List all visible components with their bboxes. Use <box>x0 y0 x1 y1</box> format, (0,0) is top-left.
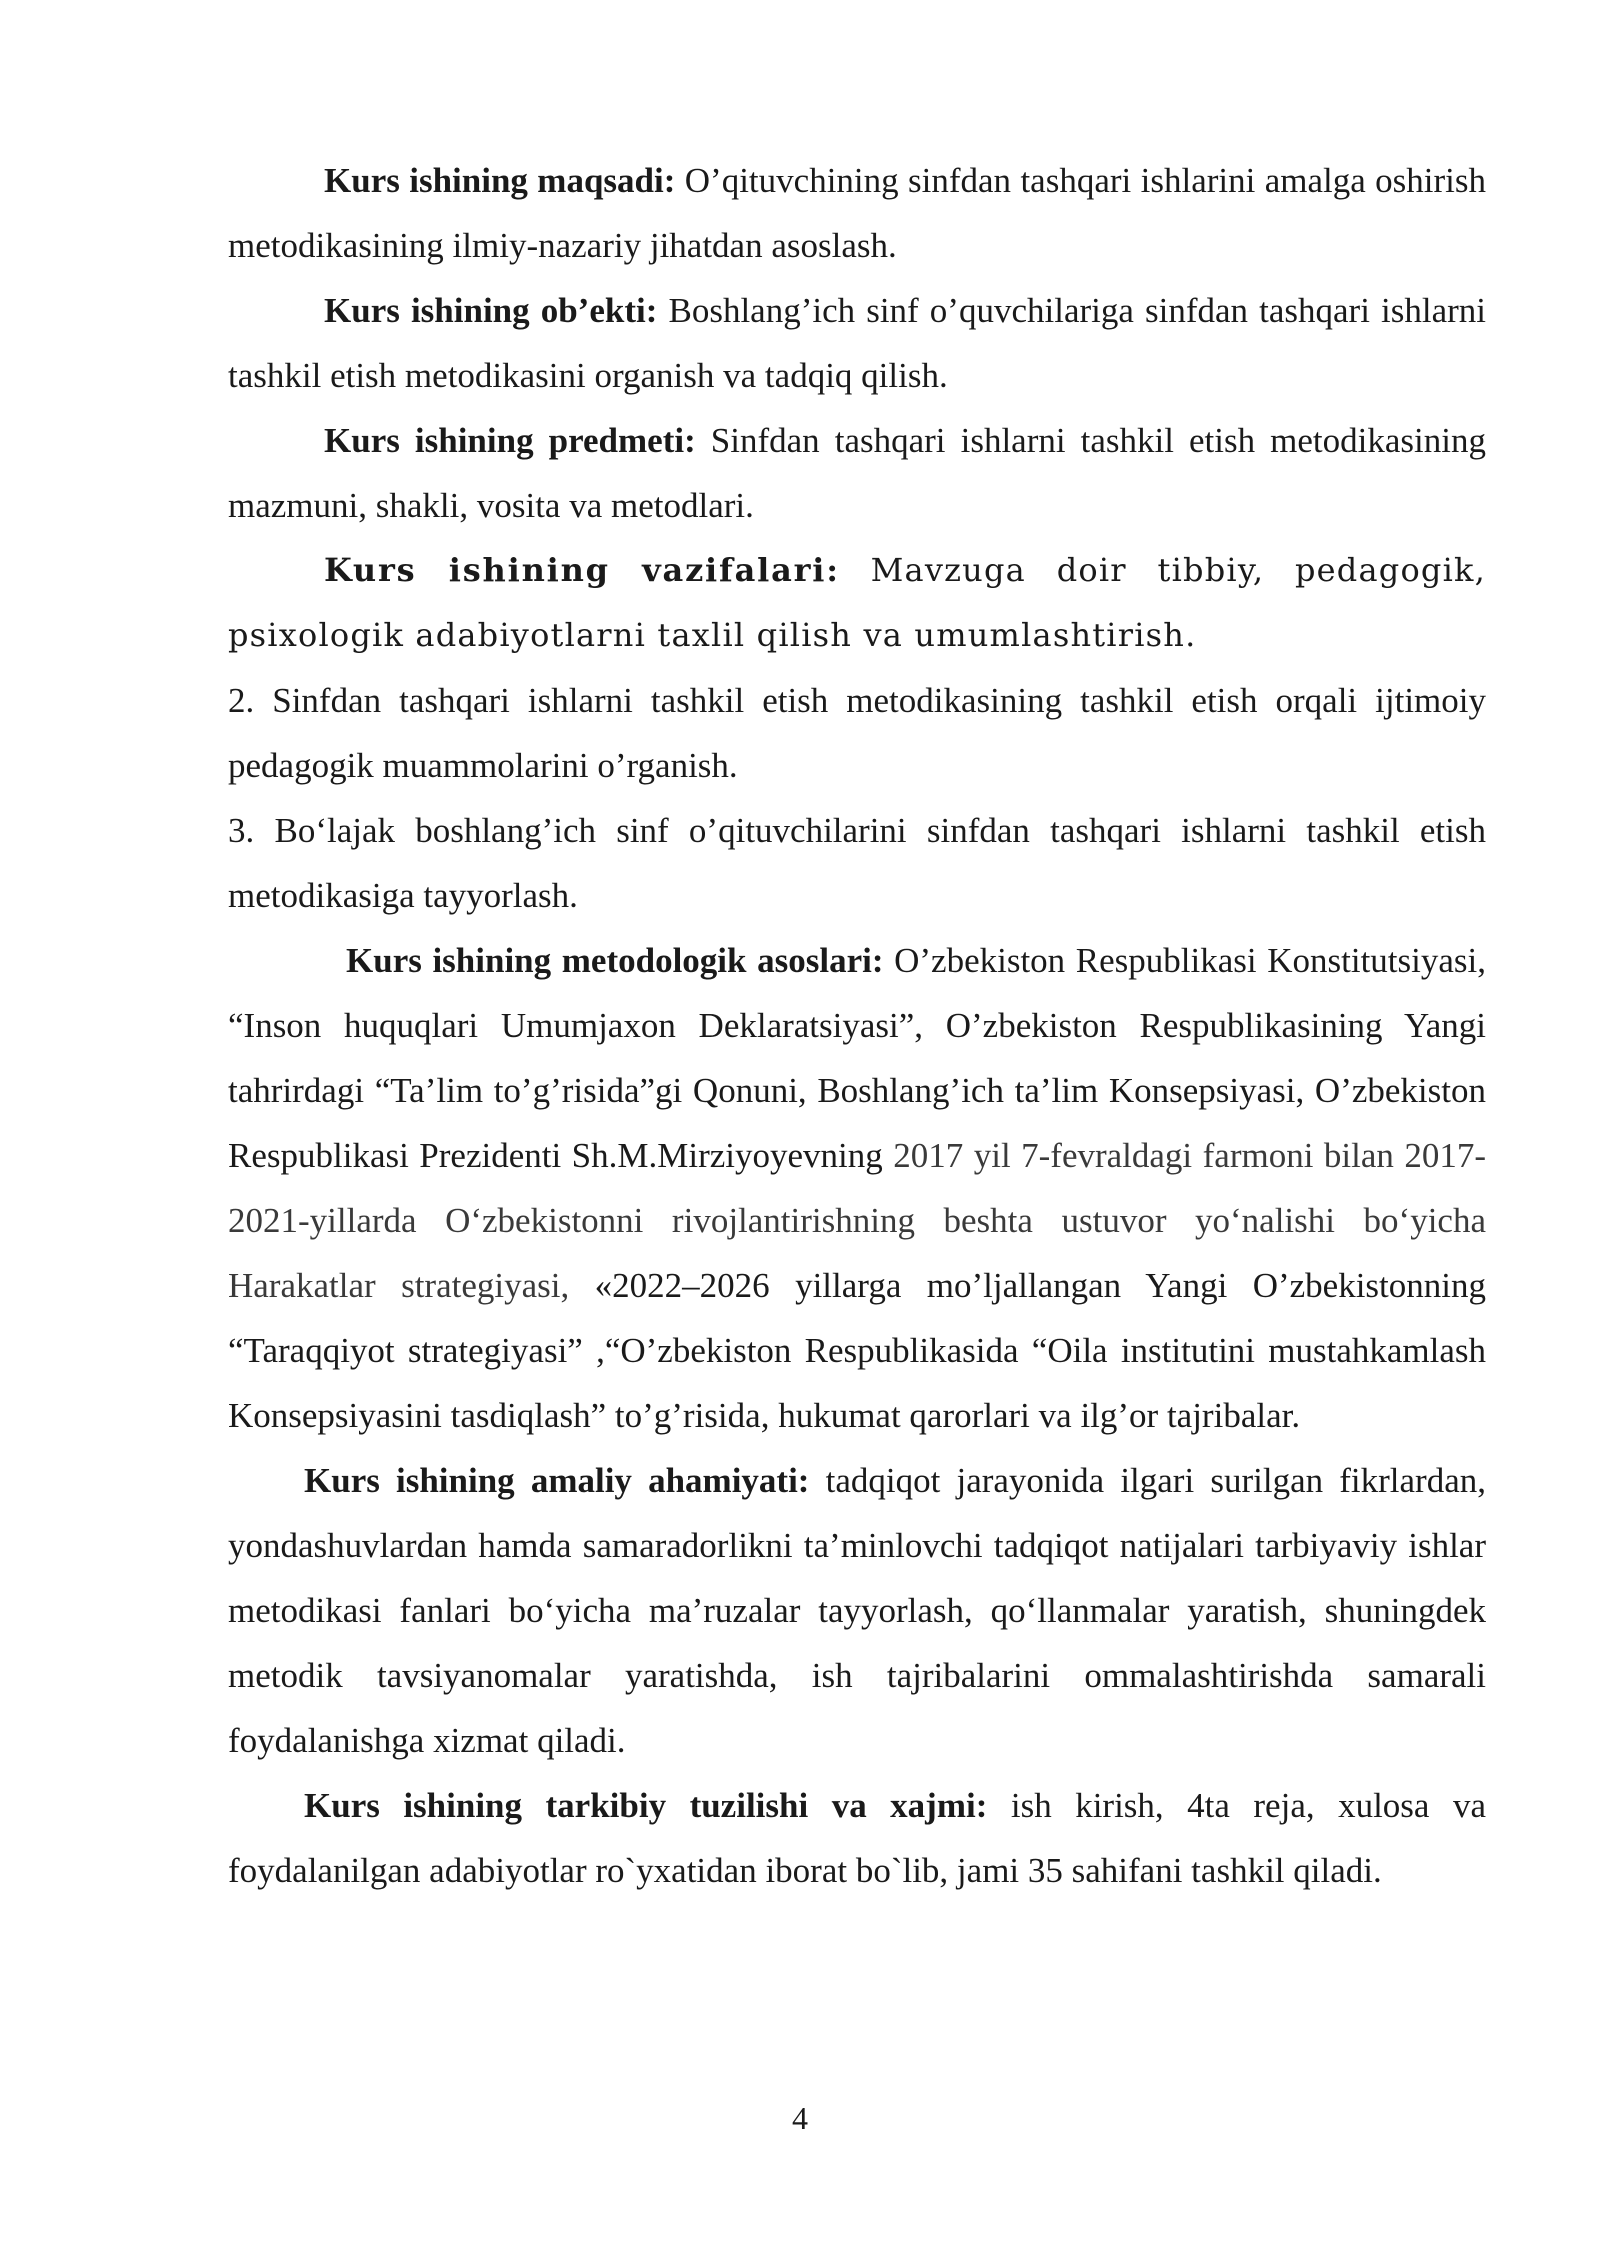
paragraph-label: Kurs ishining maqsadi: <box>324 161 676 200</box>
paragraph-tarkibiy <box>228 1773 1486 1903</box>
paragraph-text-strategy: 2017 yil 7-fevraldagi farmoni bilan 2017-2021-yillarda O‘zbekistonni rivojlantirishning beshta ustuvor yo‘nalishi bo‘yicha Harakatlar strategiyasi, <box>228 1136 1487 1305</box>
paragraph-maqsadi <box>228 148 1486 278</box>
paragraph-text: Sinfdan tashqari ishlarni tashkil etish metodikasining mazmuni, shakli, vosita va metodlari. <box>228 421 1486 525</box>
paragraph-text: ish kirish, 4ta reja, xulosa va foydalanilgan adabiyotlar ro`yxatidan iborat bo`lib, jami 35 sahifani tashkil qiladi. <box>228 1786 1486 1890</box>
list-item-3: 3. Bo‘lajak boshlang’ich sinf o’qituvchilarini sinfdan tashqari ishlarni tashkil etish metodikasiga tayyorlash. <box>228 811 1486 915</box>
paragraph-vazifalari <box>228 538 1486 668</box>
paragraph-obekti <box>228 278 1486 408</box>
paragraph-text: Boshlang’ich sinf o’quvchilariga sinfdan tashqari ishlarni tashkil etish metodikasini organish va tadqiq qilish. <box>228 291 1486 395</box>
page-number: 4 <box>792 2100 808 2136</box>
paragraph-label: Kurs ishining ob’ekti: <box>324 291 658 330</box>
paragraph-text: O’zbekiston Respublikasi Konstitutsiyasi, “Inson huquqlari Umumjaxon Deklaratsiyasi”, O’zbekiston Respublikasining Yangi tahrirdagi “Ta’lim to’g’risida”gi Qonuni, Boshlang’ich ta’lim Konsepsiyasi, O’zbekiston Respublikasi Prezidenti Sh.M.Mirziyoyevning <box>228 941 1486 1175</box>
paragraph-amaliy <box>228 1448 1486 1773</box>
paragraph-text: tadqiqot jarayonida ilgari surilgan fikrlardan, yondashuvlardan hamda samaradorlikni ta’minlovchi tadqiqot natijalari tarbiyaviy ishlar metodikasi fanlari bo‘yicha ma’ruzalar tayyorlash, qo‘llanmalar yaratish, shuningdek metodik tavsiyanomalar yaratishda, ish tajribalarini ommalashtirishda samarali foydalanishga xizmat qiladi. <box>228 1461 1486 1760</box>
paragraph-text: O’qituvchining sinfdan tashqari ishlarini amalga oshirish metodikasining ilmiy-nazariy jihatdan asoslash. <box>228 161 1486 265</box>
paragraph-text: «2022–2026 yillarga mo’ljallangan Yangi O’zbekistonning “Taraqqiyot strategiyasi” ,“O’zbekiston Respublikasida “Oila institutini mustahkamlash Konsepsiyasini tasdiqlash” to’g’risida, hukumat qarorlari va ilg’or tajribalar. <box>228 1266 1487 1435</box>
paragraph-label: Kurs ishining metodologik asoslari: <box>346 941 884 980</box>
document-body <box>228 148 1486 1903</box>
paragraph-metodologik <box>228 928 1486 1448</box>
paragraph-label: Kurs ishining predmeti: <box>324 421 696 460</box>
paragraph-predmeti <box>228 408 1486 538</box>
paragraph-label: Kurs ishining amaliy ahamiyati: <box>304 1461 810 1500</box>
paragraph-text: Mavzuga doir tibbiy, pedagogik, psixologik adabiyotlarni taxlil qilish va umumlashtirish. <box>228 551 1486 654</box>
list-item-2: 2. Sinfdan tashqari ishlarni tashkil etish metodikasining tashkil etish orqali ijtimoiy pedagogik muammolarini o’rganish. <box>228 681 1486 785</box>
paragraph-label: Kurs ishining vazifalari: <box>324 551 840 589</box>
paragraph-label: Kurs ishining tarkibiy tuzilishi va xajmi: <box>304 1786 988 1825</box>
